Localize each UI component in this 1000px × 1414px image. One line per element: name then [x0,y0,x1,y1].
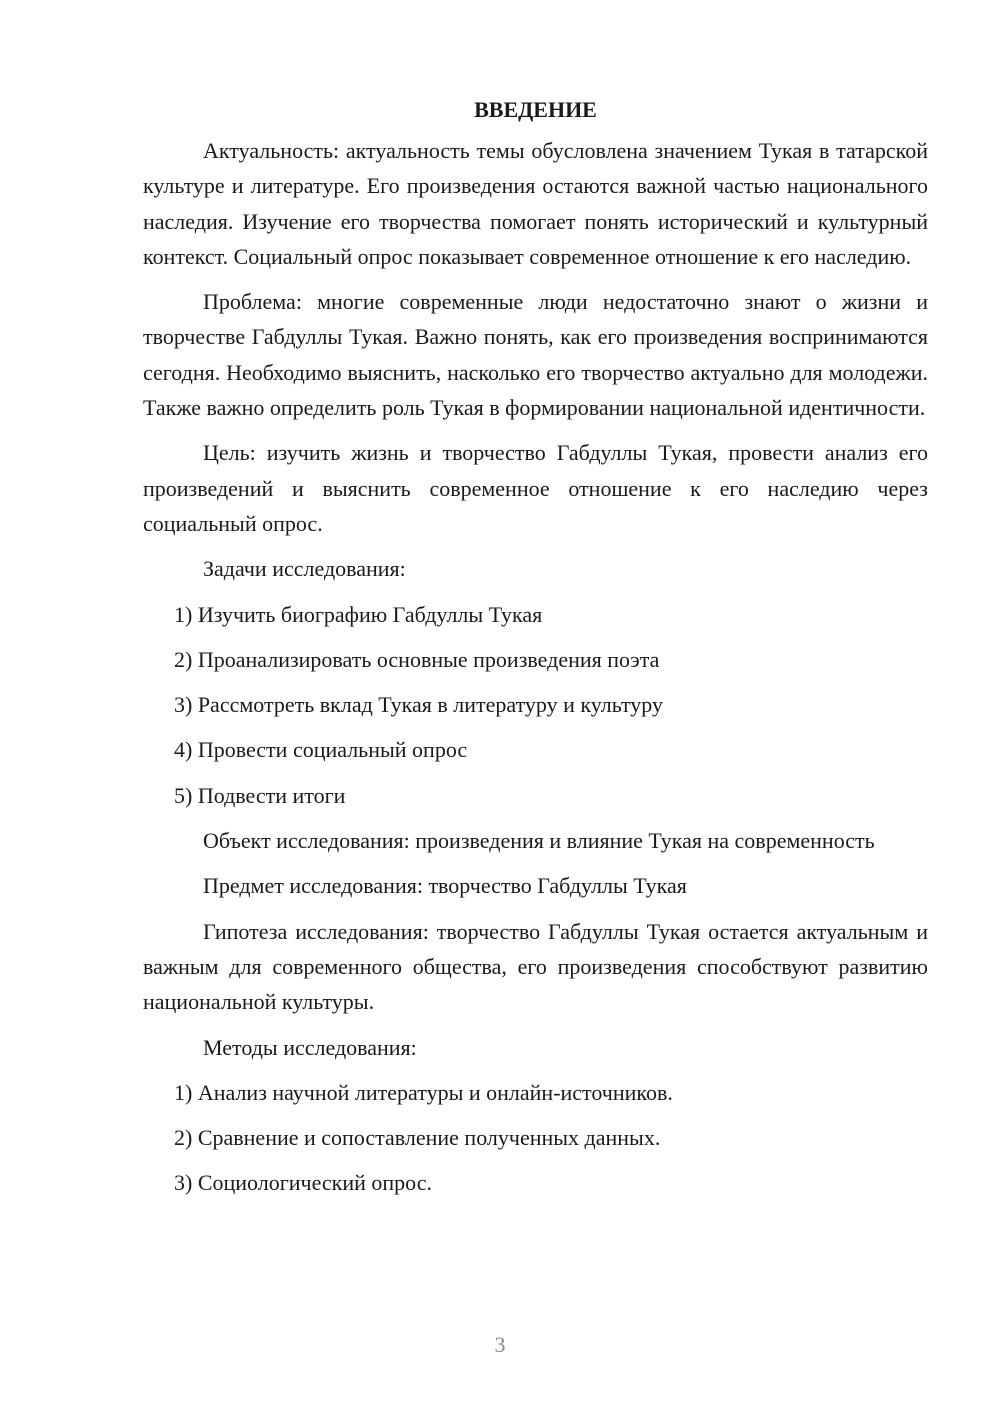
list-item: 2) Проанализировать основные произведения поэта [174,646,660,672]
subject-paragraph: Предмет исследования: творчество Габдуллы Тукая [203,873,687,899]
goal-paragraph: Цель: изучить жизнь и творчество Габдуллы Тукая, провести анализ его произведений и выяснить современное отношение к его наследию через социальный опрос. [143,440,928,536]
problem-paragraph: Проблема: многие современные люди недостаточно знают о жизни и творчестве Габдуллы Тукая. Важно понять, как его произведения воспринимаются сегодня. Необходимо выяснить, насколько его творчество актуально для молодежи. Также важно определить роль Тукая в формировании национальной идентичности. [143,289,928,421]
tasks-heading: Задачи исследования: [203,556,406,582]
methods-heading: Методы исследования: [203,1034,417,1060]
methods-list [143,1075,928,1201]
hypothesis-paragraph: Гипотеза исследования: творчество Габдуллы Тукая остается актуальным и важным для современного общества, его произведения способствуют развитию национальной культуры. [143,918,928,1015]
document-page [143,92,928,1211]
tasks-list [143,597,928,813]
list-item: 1) Анализ научной литературы и онлайн-источников. [174,1079,673,1105]
list-item: 5) Подвести итоги [174,782,346,808]
list-item: 1) Изучить биографию Габдуллы Тукая [174,601,543,627]
list-item: 3) Социологический опрос. [174,1170,432,1196]
list-item: 4) Провести социальный опрос [174,737,468,763]
list-item: 3) Рассмотреть вклад Тукая в литературу и культуру [174,692,664,718]
page-title: ВВЕДЕНИЕ [474,97,597,122]
object-paragraph: Объект исследования: произведения и влияние Тукая на современность [203,828,875,854]
list-item: 2) Сравнение и сопоставление полученных данных. [174,1125,661,1151]
page-number: 3 [494,1332,506,1357]
relevance-paragraph: Актуальность: актуальность темы обусловлена значением Тукая в татарской культуре и литературе. Его произведения остаются важной частью национального наследия. Изучение его творчества помогает понять исторический и культурный контекст. Социальный опрос показывает современное отношение к его наследию. [143,138,928,269]
